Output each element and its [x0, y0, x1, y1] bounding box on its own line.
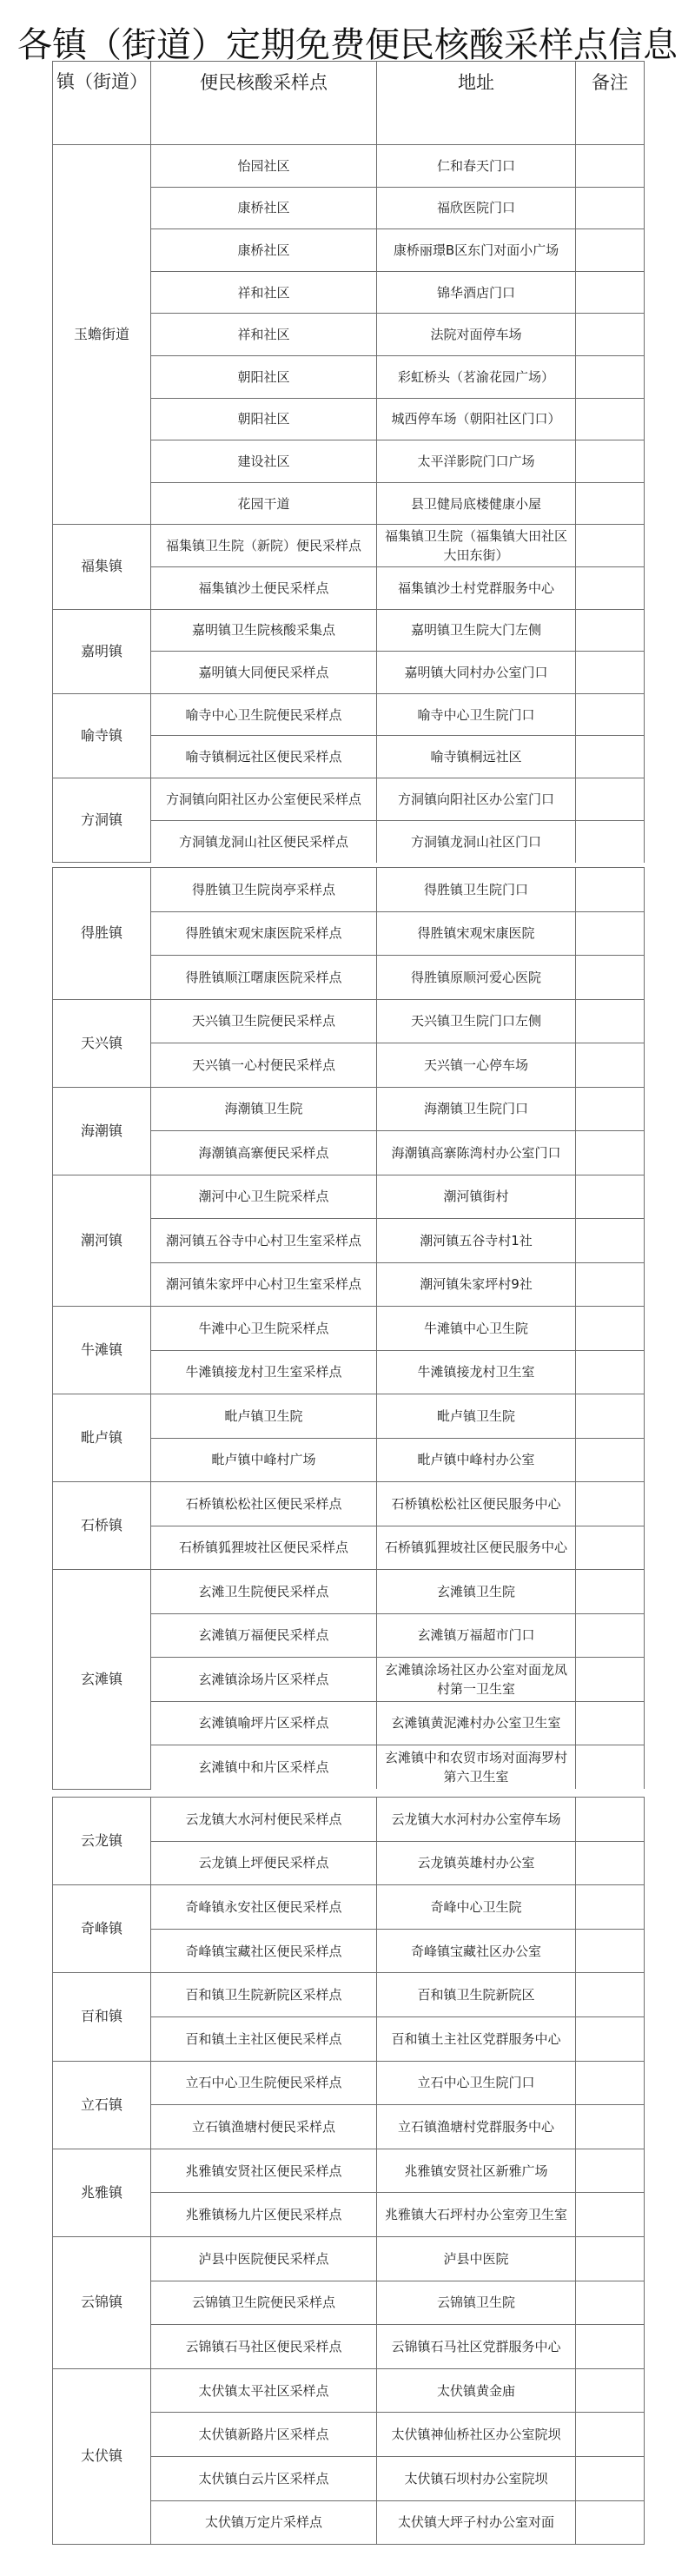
note-cell: [576, 1087, 645, 1131]
site-cell: 潮河镇五谷寺中心村卫生室采样点: [151, 1219, 377, 1263]
address-cell: 得胜镇卫生院门口: [377, 868, 576, 912]
note-cell: [576, 1394, 645, 1439]
address-cell: 玄滩镇涂场社区办公室对面龙凤村第一卫生室: [377, 1658, 576, 1702]
address-cell: 太平洋影院门口广场: [377, 440, 576, 483]
site-cell: 兆雅镇安贤社区便民采样点: [151, 2149, 377, 2193]
note-cell: [576, 482, 645, 525]
note-cell: [576, 1307, 645, 1351]
table-row: [53, 1394, 645, 1439]
note-cell: [576, 1613, 645, 1658]
note-cell: [576, 440, 645, 483]
town-cell: 百和镇: [53, 1973, 151, 2061]
note-cell: [576, 1745, 645, 1790]
address-cell: 毗卢镇中峰村办公室: [377, 1438, 576, 1482]
address-cell: 天兴镇卫生院门口左侧: [377, 999, 576, 1043]
note-cell: [576, 1973, 645, 2017]
address-cell: 太伏镇黄金庙: [377, 2368, 576, 2413]
address-cell: 潮河镇街村: [377, 1175, 576, 1219]
site-cell: 奇峰镇永安社区便民采样点: [151, 1885, 377, 1930]
table-header-row: [53, 62, 645, 145]
note-cell: [576, 2236, 645, 2281]
note-cell: [576, 2149, 645, 2193]
note-cell: [576, 956, 645, 1000]
note-cell: [576, 314, 645, 356]
town-cell: 福集镇: [53, 525, 151, 609]
address-cell: 得胜镇原顺河爱心医院: [377, 956, 576, 1000]
site-cell: 石桥镇松松社区便民采样点: [151, 1482, 377, 1526]
table-row: [53, 2061, 645, 2105]
note-cell: [576, 1798, 645, 1842]
note-cell: [576, 187, 645, 229]
address-cell: 法院对面停车场: [377, 314, 576, 356]
note-cell: [576, 911, 645, 956]
site-cell: 海潮镇卫生院: [151, 1087, 377, 1131]
site-cell: 方洞镇龙洞山社区便民采样点: [151, 820, 377, 863]
town-cell: 太伏镇: [53, 2368, 151, 2544]
note-cell: [576, 868, 645, 912]
note-cell: [576, 1175, 645, 1219]
address-cell: 兆雅镇安贤社区新雅广场: [377, 2149, 576, 2193]
note-cell: [576, 355, 645, 398]
table-row: [53, 1798, 645, 1842]
address-cell: 太伏镇大坪子村办公室对面: [377, 2500, 576, 2545]
site-cell: 云龙镇大水河村便民采样点: [151, 1798, 377, 1842]
site-cell: 牛滩镇接龙村卫生室采样点: [151, 1350, 377, 1394]
note-cell: [576, 778, 645, 820]
site-cell: 玄滩镇中和片区采样点: [151, 1745, 377, 1790]
table-row: [53, 145, 645, 188]
town-cell: 毗卢镇: [53, 1394, 151, 1482]
note-cell: [576, 2016, 645, 2061]
site-cell: 朝阳社区: [151, 355, 377, 398]
address-cell: 福集镇卫生院（福集镇大田社区大田东街）: [377, 525, 576, 567]
page-title: 各镇（街道）定期免费便民核酸采样点信息: [17, 25, 678, 65]
site-cell: 百和镇土主社区便民采样点: [151, 2016, 377, 2061]
site-cell: 潮河镇朱家坪中心村卫生室采样点: [151, 1262, 377, 1307]
note-cell: [576, 2368, 645, 2413]
note-cell: [576, 2281, 645, 2325]
town-cell: 方洞镇: [53, 778, 151, 862]
site-cell: 方洞镇向阳社区办公室便民采样点: [151, 778, 377, 820]
address-cell: 云龙镇英雄村办公室: [377, 1841, 576, 1885]
address-cell: 潮河镇五谷寺村1社: [377, 1219, 576, 1263]
site-cell: 立石镇渔塘村便民采样点: [151, 2105, 377, 2149]
address-cell: 天兴镇一心停车场: [377, 1043, 576, 1088]
address-cell: 云锦镇卫生院: [377, 2281, 576, 2325]
address-cell: 玄滩镇中和农贸市场对面海罗村第六卫生室: [377, 1745, 576, 1790]
address-cell: 毗卢镇卫生院: [377, 1394, 576, 1439]
address-cell: 太伏镇神仙桥社区办公室院坝: [377, 2413, 576, 2457]
note-cell: [576, 820, 645, 863]
town-cell: 玄滩镇: [53, 1570, 151, 1790]
site-cell: 得胜镇顺江曙康医院采样点: [151, 956, 377, 1000]
note-cell: [576, 609, 645, 652]
address-cell: 玄滩镇万福超市门口: [377, 1613, 576, 1658]
town-cell: 得胜镇: [53, 868, 151, 1000]
town-cell: 海潮镇: [53, 1087, 151, 1175]
site-cell: 祥和社区: [151, 314, 377, 356]
note-cell: [576, 1350, 645, 1394]
address-cell: 喻寺中心卫生院门口: [377, 693, 576, 736]
address-cell: 奇峰中心卫生院: [377, 1885, 576, 1930]
note-cell: [576, 1043, 645, 1088]
table-row: [53, 609, 645, 652]
note-cell: [576, 2456, 645, 2500]
town-cell: 玉蟾街道: [53, 145, 151, 525]
address-cell: 嘉明镇大同村办公室门口: [377, 652, 576, 694]
table-row: [53, 2236, 645, 2281]
address-cell: 牛滩镇中心卫生院: [377, 1307, 576, 1351]
table-row: [53, 1175, 645, 1219]
town-cell: 牛滩镇: [53, 1307, 151, 1394]
town-cell: 兆雅镇: [53, 2149, 151, 2236]
address-cell: 泸县中医院: [377, 2236, 576, 2281]
site-cell: 祥和社区: [151, 271, 377, 314]
site-cell: 太伏镇太平社区采样点: [151, 2368, 377, 2413]
site-cell: 怡园社区: [151, 145, 377, 188]
note-cell: [576, 1438, 645, 1482]
site-cell: 嘉明镇大同便民采样点: [151, 652, 377, 694]
site-cell: 康桥社区: [151, 187, 377, 229]
note-cell: [576, 566, 645, 609]
site-cell: 喻寺镇桐远社区便民采样点: [151, 736, 377, 778]
address-cell: 海潮镇高寨陈湾村办公室门口: [377, 1131, 576, 1175]
address-cell: 立石镇渔塘村党群服务中心: [377, 2105, 576, 2149]
town-cell: 石桥镇: [53, 1482, 151, 1570]
note-cell: [576, 1701, 645, 1745]
address-cell: 玄滩镇卫生院: [377, 1570, 576, 1614]
address-cell: 奇峰镇宝藏社区办公室: [377, 1929, 576, 1973]
note-cell: [576, 999, 645, 1043]
note-cell: [576, 1131, 645, 1175]
table-row: [53, 999, 645, 1043]
sampling-table-page-1: [52, 61, 645, 863]
note-cell: [576, 145, 645, 188]
town-cell: 云龙镇: [53, 1798, 151, 1885]
column-header-address: 地址: [377, 62, 576, 145]
site-cell: 玄滩镇涂场片区采样点: [151, 1658, 377, 1702]
town-cell: 奇峰镇: [53, 1885, 151, 1973]
site-cell: 花园干道: [151, 482, 377, 525]
address-cell: 石桥镇松松社区便民服务中心: [377, 1482, 576, 1526]
site-cell: 云龙镇上坪便民采样点: [151, 1841, 377, 1885]
site-cell: 立石中心卫生院便民采样点: [151, 2061, 377, 2105]
address-cell: 潮河镇朱家坪村9社: [377, 1262, 576, 1307]
site-cell: 石桥镇狐狸坡社区便民采样点: [151, 1526, 377, 1570]
site-cell: 嘉明镇卫生院核酸采集点: [151, 609, 377, 652]
site-cell: 玄滩卫生院便民采样点: [151, 1570, 377, 1614]
note-cell: [576, 398, 645, 440]
site-cell: 太伏镇白云片区采样点: [151, 2456, 377, 2500]
address-cell: 福集镇沙土村党群服务中心: [377, 566, 576, 609]
site-cell: 云锦镇卫生院便民采样点: [151, 2281, 377, 2325]
site-cell: 玄滩镇万福便民采样点: [151, 1613, 377, 1658]
address-cell: 方洞镇向阳社区办公室门口: [377, 778, 576, 820]
address-cell: 喻寺镇桐远社区: [377, 736, 576, 778]
site-cell: 泸县中医院便民采样点: [151, 2236, 377, 2281]
table-row: [53, 1307, 645, 1351]
address-cell: 方洞镇龙洞山社区门口: [377, 820, 576, 863]
sampling-table-page-3: [52, 1797, 645, 2545]
site-cell: 天兴镇一心村便民采样点: [151, 1043, 377, 1088]
note-cell: [576, 1658, 645, 1702]
site-cell: 建设社区: [151, 440, 377, 483]
site-cell: 朝阳社区: [151, 398, 377, 440]
column-header-town: 镇（街道）: [53, 62, 151, 145]
address-cell: 福欣医院门口: [377, 187, 576, 229]
site-cell: 奇峰镇宝藏社区便民采样点: [151, 1929, 377, 1973]
site-cell: 毗卢镇卫生院: [151, 1394, 377, 1439]
town-cell: 天兴镇: [53, 999, 151, 1087]
address-cell: 嘉明镇卫生院大门左侧: [377, 609, 576, 652]
address-cell: 石桥镇狐狸坡社区便民服务中心: [377, 1526, 576, 1570]
table-row: [53, 868, 645, 912]
town-cell: 喻寺镇: [53, 693, 151, 778]
site-cell: 玄滩镇喻坪片区采样点: [151, 1701, 377, 1745]
table-row: [53, 778, 645, 820]
site-cell: 康桥社区: [151, 229, 377, 272]
site-cell: 太伏镇新路片区采样点: [151, 2413, 377, 2457]
note-cell: [576, 525, 645, 567]
site-cell: 得胜镇宋观宋康医院采样点: [151, 911, 377, 956]
site-cell: 天兴镇卫生院便民采样点: [151, 999, 377, 1043]
note-cell: [576, 2105, 645, 2149]
town-cell: 立石镇: [53, 2061, 151, 2149]
note-cell: [576, 1885, 645, 1930]
address-cell: 云龙镇大水河村办公室停车场: [377, 1798, 576, 1842]
sampling-table-page-2: [52, 867, 645, 1790]
note-cell: [576, 1482, 645, 1526]
table-row: [53, 1885, 645, 1930]
table-row: [53, 2368, 645, 2413]
note-cell: [576, 2325, 645, 2369]
table-row: [53, 693, 645, 736]
note-cell: [576, 1219, 645, 1263]
site-cell: 海潮镇高寨便民采样点: [151, 1131, 377, 1175]
note-cell: [576, 1929, 645, 1973]
site-cell: 潮河中心卫生院采样点: [151, 1175, 377, 1219]
site-cell: 云锦镇石马社区便民采样点: [151, 2325, 377, 2369]
note-cell: [576, 652, 645, 694]
town-cell: 嘉明镇: [53, 609, 151, 693]
address-cell: 云锦镇石马社区党群服务中心: [377, 2325, 576, 2369]
note-cell: [576, 2193, 645, 2237]
address-cell: 百和镇卫生院新院区: [377, 1973, 576, 2017]
address-cell: 牛滩镇接龙村卫生室: [377, 1350, 576, 1394]
address-cell: 兆雅镇大石坪村办公室旁卫生室: [377, 2193, 576, 2237]
site-cell: 百和镇卫生院新院区采样点: [151, 1973, 377, 2017]
site-cell: 福集镇卫生院（新院）便民采样点: [151, 525, 377, 567]
note-cell: [576, 736, 645, 778]
column-header-note: 备注: [576, 62, 645, 145]
note-cell: [576, 1841, 645, 1885]
table-row: [53, 2149, 645, 2193]
site-cell: 喻寺中心卫生院便民采样点: [151, 693, 377, 736]
site-cell: 毗卢镇中峰村广场: [151, 1438, 377, 1482]
address-cell: 康桥丽璟B区东门对面小广场: [377, 229, 576, 272]
table-row: [53, 1973, 645, 2017]
note-cell: [576, 271, 645, 314]
note-cell: [576, 1570, 645, 1614]
address-cell: 立石中心卫生院门口: [377, 2061, 576, 2105]
table-row: [53, 525, 645, 567]
table-row: [53, 1482, 645, 1526]
address-cell: 城西停车场（朝阳社区门口）: [377, 398, 576, 440]
note-cell: [576, 2413, 645, 2457]
site-cell: 牛滩中心卫生院采样点: [151, 1307, 377, 1351]
table-row: [53, 1570, 645, 1614]
address-cell: 彩虹桥头（茗渝花园广场）: [377, 355, 576, 398]
address-cell: 县卫健局底楼健康小屋: [377, 482, 576, 525]
town-cell: 潮河镇: [53, 1175, 151, 1307]
note-cell: [576, 1526, 645, 1570]
column-header-site: 便民核酸采样点: [151, 62, 377, 145]
address-cell: 百和镇土主社区党群服务中心: [377, 2016, 576, 2061]
site-cell: 福集镇沙土便民采样点: [151, 566, 377, 609]
town-cell: 云锦镇: [53, 2236, 151, 2368]
site-cell: 太伏镇万定片采样点: [151, 2500, 377, 2545]
address-cell: 锦华酒店门口: [377, 271, 576, 314]
note-cell: [576, 1262, 645, 1307]
address-cell: 仁和春天门口: [377, 145, 576, 188]
address-cell: 太伏镇石坝村办公室院坝: [377, 2456, 576, 2500]
site-cell: 得胜镇卫生院岗亭采样点: [151, 868, 377, 912]
address-cell: 海潮镇卫生院门口: [377, 1087, 576, 1131]
note-cell: [576, 2061, 645, 2105]
note-cell: [576, 693, 645, 736]
address-cell: 玄滩镇黄泥滩村办公室卫生室: [377, 1701, 576, 1745]
note-cell: [576, 229, 645, 272]
table-row: [53, 1087, 645, 1131]
address-cell: 得胜镇宋观宋康医院: [377, 911, 576, 956]
site-cell: 兆雅镇杨九片区便民采样点: [151, 2193, 377, 2237]
note-cell: [576, 2500, 645, 2545]
